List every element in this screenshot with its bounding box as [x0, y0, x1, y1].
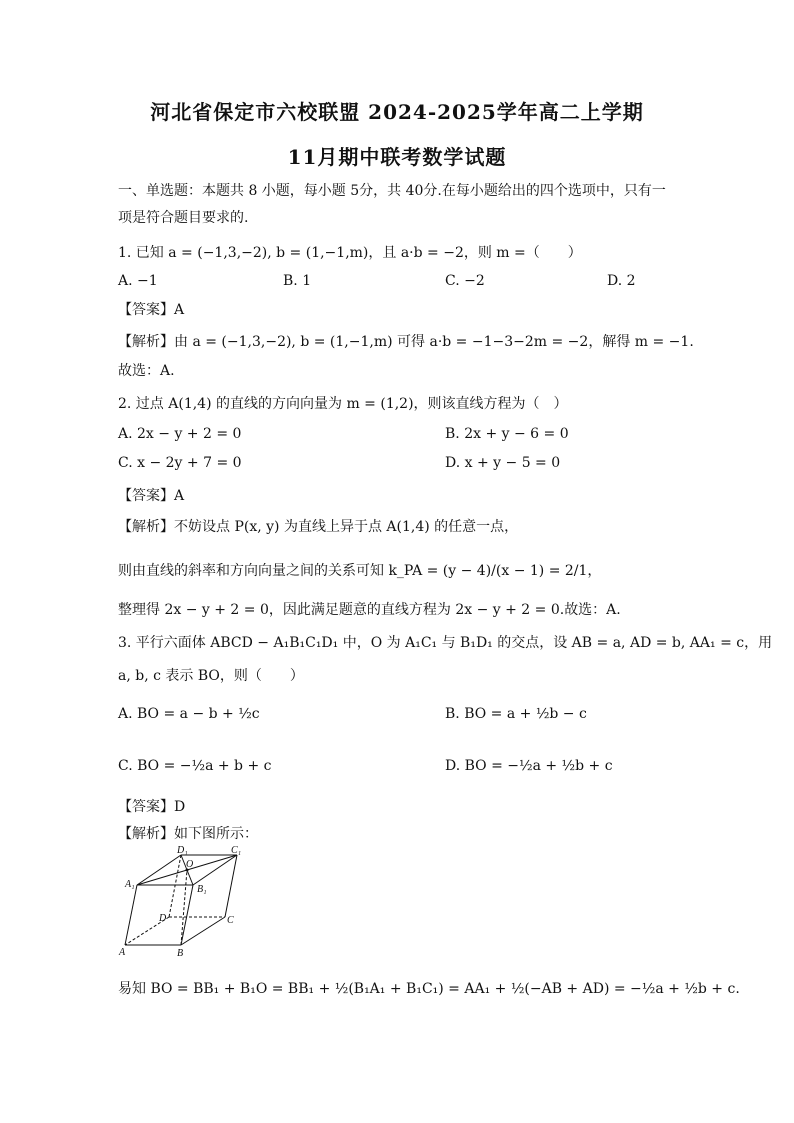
q1-option-a: A. −1 [118, 273, 158, 289]
label-o: O [186, 859, 194, 870]
label-b1: B₁ [197, 884, 207, 895]
q2-option-c: C. x − 2y + 7 = 0 [118, 455, 242, 471]
q2-option-a: A. 2x − y + 2 = 0 [118, 426, 242, 442]
label-b: B [177, 948, 184, 959]
parallelepiped-figure [115, 845, 250, 960]
label-a: A [119, 947, 126, 958]
q3-option-b: B. BO = a + ½b − c [445, 706, 587, 722]
q1-option-d: D. 2 [607, 273, 636, 289]
q2-answer: 【答案】A [118, 488, 185, 504]
q2-analysis-line3: 整理得 2x − y + 2 = 0，因此满足题意的直线方程为 2x − y + 2 = 0.故选：A. [118, 602, 621, 618]
q2-option-d: D. x + y − 5 = 0 [445, 455, 561, 471]
label-d1: D₁ [177, 845, 188, 856]
q1-analysis: 【解析】由 a = (−1,3,−2), b = (1,−1,m) 可得 a·b = −1−3−2m = −2，解得 m = −1. [118, 334, 694, 350]
q1-option-c: C. −2 [445, 273, 485, 289]
label-c1: C₁ [231, 845, 242, 856]
label-a1: A₁ [125, 879, 135, 890]
q3-stem-line2: a, b, c 表示 BO，则（ ） [118, 668, 304, 684]
q3-analysis-line1: 【解析】如下图所示： [118, 826, 258, 842]
q1-conclusion: 故选：A. [118, 363, 175, 379]
q1-answer: 【答案】A [118, 302, 185, 318]
label-c: C [227, 915, 234, 926]
section-instructions-line2: 项是符合题目要求的. [118, 210, 249, 226]
section-instructions-line1: 一、单选题：本题共 8 小题，每小题 5分，共 40分.在每小题给出的四个选项中，只有一 [118, 183, 666, 199]
q3-option-c: C. BO = −½a + b + c [118, 758, 272, 774]
q3-answer: 【答案】D [118, 799, 186, 815]
page-title-line1: 河北省保定市六校联盟 2024-2025学年高二上学期 [150, 100, 644, 124]
q2-stem: 2. 过点 A(1,4) 的直线的方向向量为 m = (1,2)，则该直线方程为（ ） [118, 396, 568, 412]
q3-option-a: A. BO = a − b + ½c [118, 706, 260, 722]
q3-derivation: 易知 BO = BB₁ + B₁O = BB₁ + ½(B₁A₁ + B₁C₁) = AA₁ + ½(−AB + AD) = −½a + ½b + c. [118, 981, 740, 997]
q2-option-b: B. 2x + y − 6 = 0 [445, 426, 569, 442]
q2-analysis-line1: 【解析】不妨设点 P(x, y) 为直线上异于点 A(1,4) 的任意一点， [118, 519, 519, 535]
page-title-line2: 11月期中联考数学试题 [287, 145, 507, 169]
q2-analysis-line2: 则由直线的斜率和方向向量之间的关系可知 k_PA = (y − 4)/(x − 1) = 2/1， [118, 563, 602, 579]
q3-option-d: D. BO = −½a + ½b + c [445, 758, 613, 774]
label-d: D [159, 913, 167, 924]
q3-stem-line1: 3. 平行六面体 ABCD − A₁B₁C₁D₁ 中，O 为 A₁C₁ 与 B₁D₁ 的交点，设 AB = a, AD = b, AA₁ = c，用 [118, 635, 773, 651]
q1-stem: 1. 已知 a = (−1,3,−2), b = (1,−1,m)，且 a·b = −2，则 m =（ ） [118, 245, 582, 261]
q1-option-b: B. 1 [283, 273, 312, 289]
